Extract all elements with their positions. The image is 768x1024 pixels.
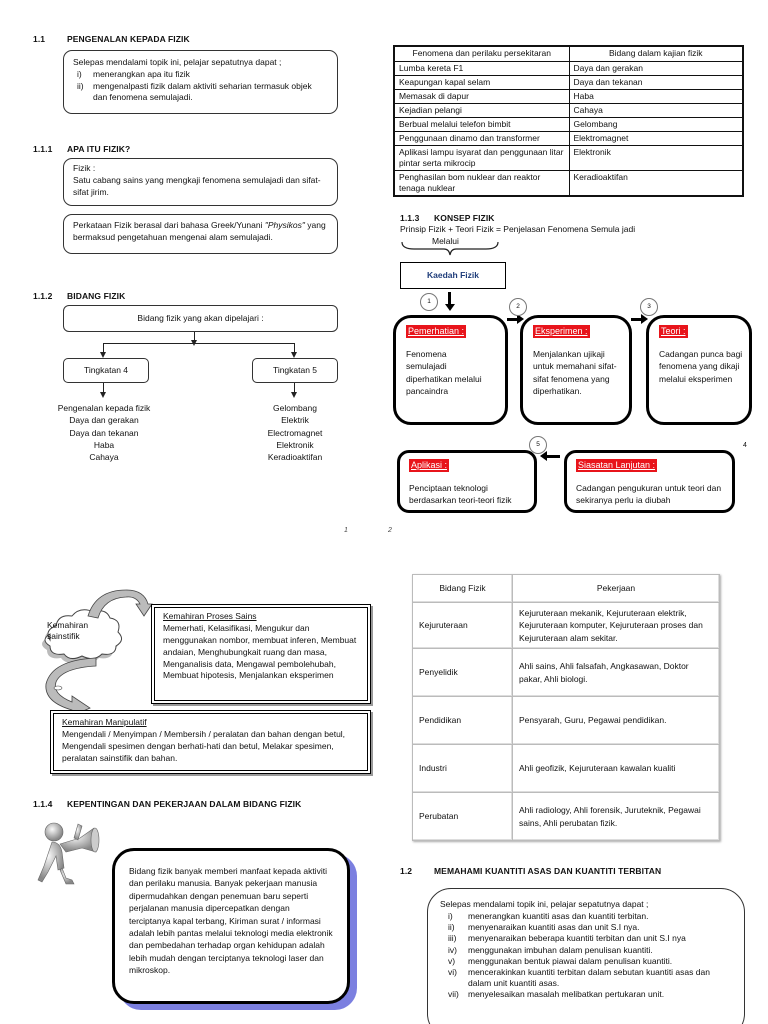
table-row: Lumba kereta F1 Daya dan gerakan	[394, 61, 743, 75]
process-skills-title: Kemahiran Proses Sains	[163, 611, 257, 621]
step-text: Cadangan pengukuran untuk teori dan sekiranya perlu ia diubah	[576, 482, 722, 506]
step-number-badge: 5	[529, 436, 547, 454]
megaphone-figure-icon	[36, 820, 102, 892]
list-item: iv) menggunakan imbuhan dalam penulisan kuantiti.	[448, 944, 653, 955]
process-skills-text: Memerhati, Kelasifikasi, Mengukur dan menggunakan nombor, membuat inferen, Membuat andaian, Menghubungkait ruang dan masa, Menganalisis data, Mengawal pembolehubah, Membuat hipotesis, Menjalankan eksperimen	[163, 622, 357, 681]
step-text: Menjalankan ujikaji untuk memahani sifat-sifat fenomena yang diperhatikan.	[533, 348, 617, 396]
step-number-label: 4	[743, 442, 747, 449]
table-row: Perubatan Ahli radiology, Ahli forensik, Juruteknik, Pegawai sains, Ahli perubatan fizik.	[413, 793, 720, 841]
list-item: Cahaya	[89, 452, 119, 463]
phenomena-table	[393, 45, 744, 197]
objectives-list	[440, 911, 732, 1001]
section-number: 1.1	[33, 34, 46, 44]
step-text: Penciptaan teknologi berdasarkan teori-teori fizik	[409, 482, 512, 506]
table-header-row: Fenomena dan perilaku persekitaran Bidang dalam kajian fizik	[394, 46, 743, 61]
importance-text: Bidang fizik banyak memberi manfaat kepada aktiviti dan perilaku manusia. Banyak pekerjaan manusia dipermudahkan dengan penemuan baru seperti perjalanan manusia dipercepatkan dengan terciptanya kapal terbang, Kiriman surat / informasi adalah lebih pantas melalui teknologi media elektronik dan pembedahan terhadap organ kehidupan adalah lebih mudah dengan terciptanya teknologi laser dan mikroskop.	[129, 866, 333, 976]
table-row: Keapungan kapal selam Daya dan tekanan	[394, 75, 743, 89]
definition-box	[63, 158, 338, 206]
list-item: Elektrik	[281, 415, 309, 426]
section-1-1-heading	[33, 34, 190, 46]
table-row: Aplikasi lampu isyarat dan penggunaan litar pintar serta mikrocip Elektronik	[394, 146, 743, 171]
fields-root-box: Bidang fizik yang akan dipelajari :	[63, 305, 338, 332]
section-1-1-4-heading: 1.1.4 KEPENTINGAN DAN PEKERJAAN DALAM BIDANG FIZIK	[33, 799, 302, 809]
step-label: Pemerhatian :	[408, 326, 465, 336]
step-text: Cadangan punca bagi fenomena yang dikaji melalui eksperimen	[659, 348, 743, 384]
form4-topic-list	[48, 402, 160, 464]
method-box: Kaedah Fizik	[400, 262, 506, 289]
objectives-intro: Selepas mendalami topik ini, pelajar sepatutnya dapat ;	[73, 57, 282, 67]
manipulative-skills-box	[50, 710, 371, 774]
arrow-down-icon	[445, 304, 455, 311]
page-number: 2	[388, 527, 392, 534]
step-number-badge: 1	[420, 293, 438, 311]
process-skills-box	[151, 604, 371, 704]
table-row: Pendidikan Pensyarah, Guru, Pegawai pendidikan.	[413, 697, 720, 745]
list-item: Elektronik	[276, 439, 314, 450]
objectives-intro: Selepas mendalami topik ini, pelajar sepatutnya dapat ;	[440, 899, 649, 909]
list-item: vi) mencerakinkan kuantiti terbitan dalam sebutan kuantiti asas dan dalam unit kuantiti asas.	[448, 966, 710, 989]
list-item: Keradioaktifan	[267, 452, 323, 463]
page-number: 1	[344, 527, 348, 534]
objectives-box-1-1	[63, 50, 338, 114]
objective-item: ii) mengenalpasti fizik dalam aktiviti seharian termasuk objek dan fenomena semulajadi.	[77, 80, 312, 103]
list-item: v) menggunakan bentuk piawai dalam penulisan kuantiti.	[448, 955, 673, 966]
list-item: Gelombang	[273, 403, 317, 413]
step-label: Eksperimen :	[535, 326, 588, 336]
list-item: Daya dan gerakan	[69, 415, 139, 426]
manipulative-skills-title: Kemahiran Manipulatif	[62, 717, 147, 727]
table-row: Kejuruteraan Kejuruteraan mekanik, Kejuruteraan elektrik, Kejuruteraan komputer, Kejuruteraan proses dan Kejuruteraan alam sekitar.	[413, 603, 720, 649]
table-row: Kejadian pelangi Cahaya	[394, 104, 743, 118]
list-item: Daya dan tekanan	[69, 427, 139, 438]
form5-box: Tingkatan 5	[252, 358, 338, 383]
brace-label: Melalui	[432, 236, 459, 246]
step-box-experiment	[520, 315, 632, 425]
objective-item: i) menerangkan apa itu fizik	[77, 68, 190, 79]
section-1-1-2-heading: 1.1.2 BIDANG FIZIK	[33, 291, 126, 301]
arrow-right-icon	[507, 318, 518, 321]
table-row: Penghasilan bom nuklear dan reaktor tenaga nuklear Keradioaktifan	[394, 171, 743, 197]
physics-equation: Prinsip Fizik + Teori Fizik = Penjelasan Fenomena Semula jadi	[400, 224, 636, 234]
objectives-box-1-2	[427, 888, 745, 1024]
form4-box: Tingkatan 4	[63, 358, 149, 383]
step-box-application	[397, 450, 537, 513]
origin-box: Perkataan Fizik berasal dari bahasa Greek/Yunani "Physikos" yang bermaksud pengetahuan mengenai alam semulajadi.	[63, 214, 338, 254]
section-title: PENGENALAN KEPADA FIZIK	[67, 34, 190, 44]
table-row: Memasak di dapur Haba	[394, 89, 743, 103]
definition-label: Fizik :	[73, 163, 96, 173]
manipulative-skills-text: Mengendali / Menyimpan / Membersih / peralatan dan bahan dengan betul, Mengendali spesimen dengan berhati-hati dan betul, Melakar spesimen, peralatan sainstifik dan bahan.	[62, 728, 346, 763]
list-item: iii) menyenaraikan beberapa kuantiti terbitan dan unit S.I nya	[448, 933, 686, 944]
section-1-2-heading: 1.2 MEMAHAMI KUANTITI ASAS DAN KUANTITI TERBITAN	[400, 866, 662, 876]
step-box-further-investigation	[564, 450, 735, 513]
origin-word: "Physikos"	[264, 220, 305, 230]
list-item: Haba	[93, 439, 115, 450]
connector-line	[103, 343, 295, 344]
list-item: ii) menyenaraikan kuantiti asas dan unit S.I nya.	[448, 922, 640, 933]
table-header-row: Bidang Fizik Pekerjaan	[413, 575, 720, 603]
arrowhead-down-icon	[291, 392, 297, 398]
step-label: Siasatan Lanjutan :	[578, 460, 656, 470]
table-row: Penyelidik Ahli sains, Ahli falsafah, Angkasawan, Doktor pakar, Ahli biologi.	[413, 649, 720, 697]
section-1-1-3-heading: 1.1.3 KONSEP FIZIK	[400, 213, 495, 223]
step-text: Fenomena semulajadi diperhatikan melalui pancaindra	[406, 348, 482, 396]
definition-text: Satu cabang sains yang mengkaji fenomena semulajadi dan sifat-sifat jirim.	[73, 174, 321, 197]
list-item: Pengenalan kepada fizik	[57, 403, 151, 413]
table-row: Berbual melalui telefon bimbit Gelombang	[394, 118, 743, 132]
list-item: Electromagnet	[267, 427, 323, 438]
step-number-badge: 3	[640, 298, 658, 316]
section-1-1-1-heading: 1.1.1 APA ITU FIZIK?	[33, 144, 131, 154]
cloud-label: Kemahiran sainstifik	[47, 620, 89, 642]
step-number-badge: 2	[509, 298, 527, 316]
arrow-left-icon	[546, 455, 560, 458]
careers-table	[412, 574, 720, 841]
step-label: Aplikasi :	[411, 460, 448, 470]
list-item: vii) menyelesaikan masalah melibatkan pertukaran unit.	[448, 989, 665, 1000]
table-row: Penggunaan dinamo dan transformer Elektromagnet	[394, 132, 743, 146]
step-box-theory	[646, 315, 752, 425]
curved-arrows-illustration	[22, 588, 162, 718]
step-box-observation	[393, 315, 508, 425]
table-row: Industri Ahli geofizik, Kejuruteraan kawalan kualiti	[413, 745, 720, 793]
arrow-right-icon	[631, 318, 642, 321]
arrowhead-down-icon	[100, 392, 106, 398]
step-label: Teori :	[661, 326, 686, 336]
list-item: i) menerangkan kuantiti asas dan kuantiti terbitan.	[448, 910, 649, 921]
importance-info-box	[112, 848, 350, 1004]
form5-topic-list	[252, 402, 338, 464]
